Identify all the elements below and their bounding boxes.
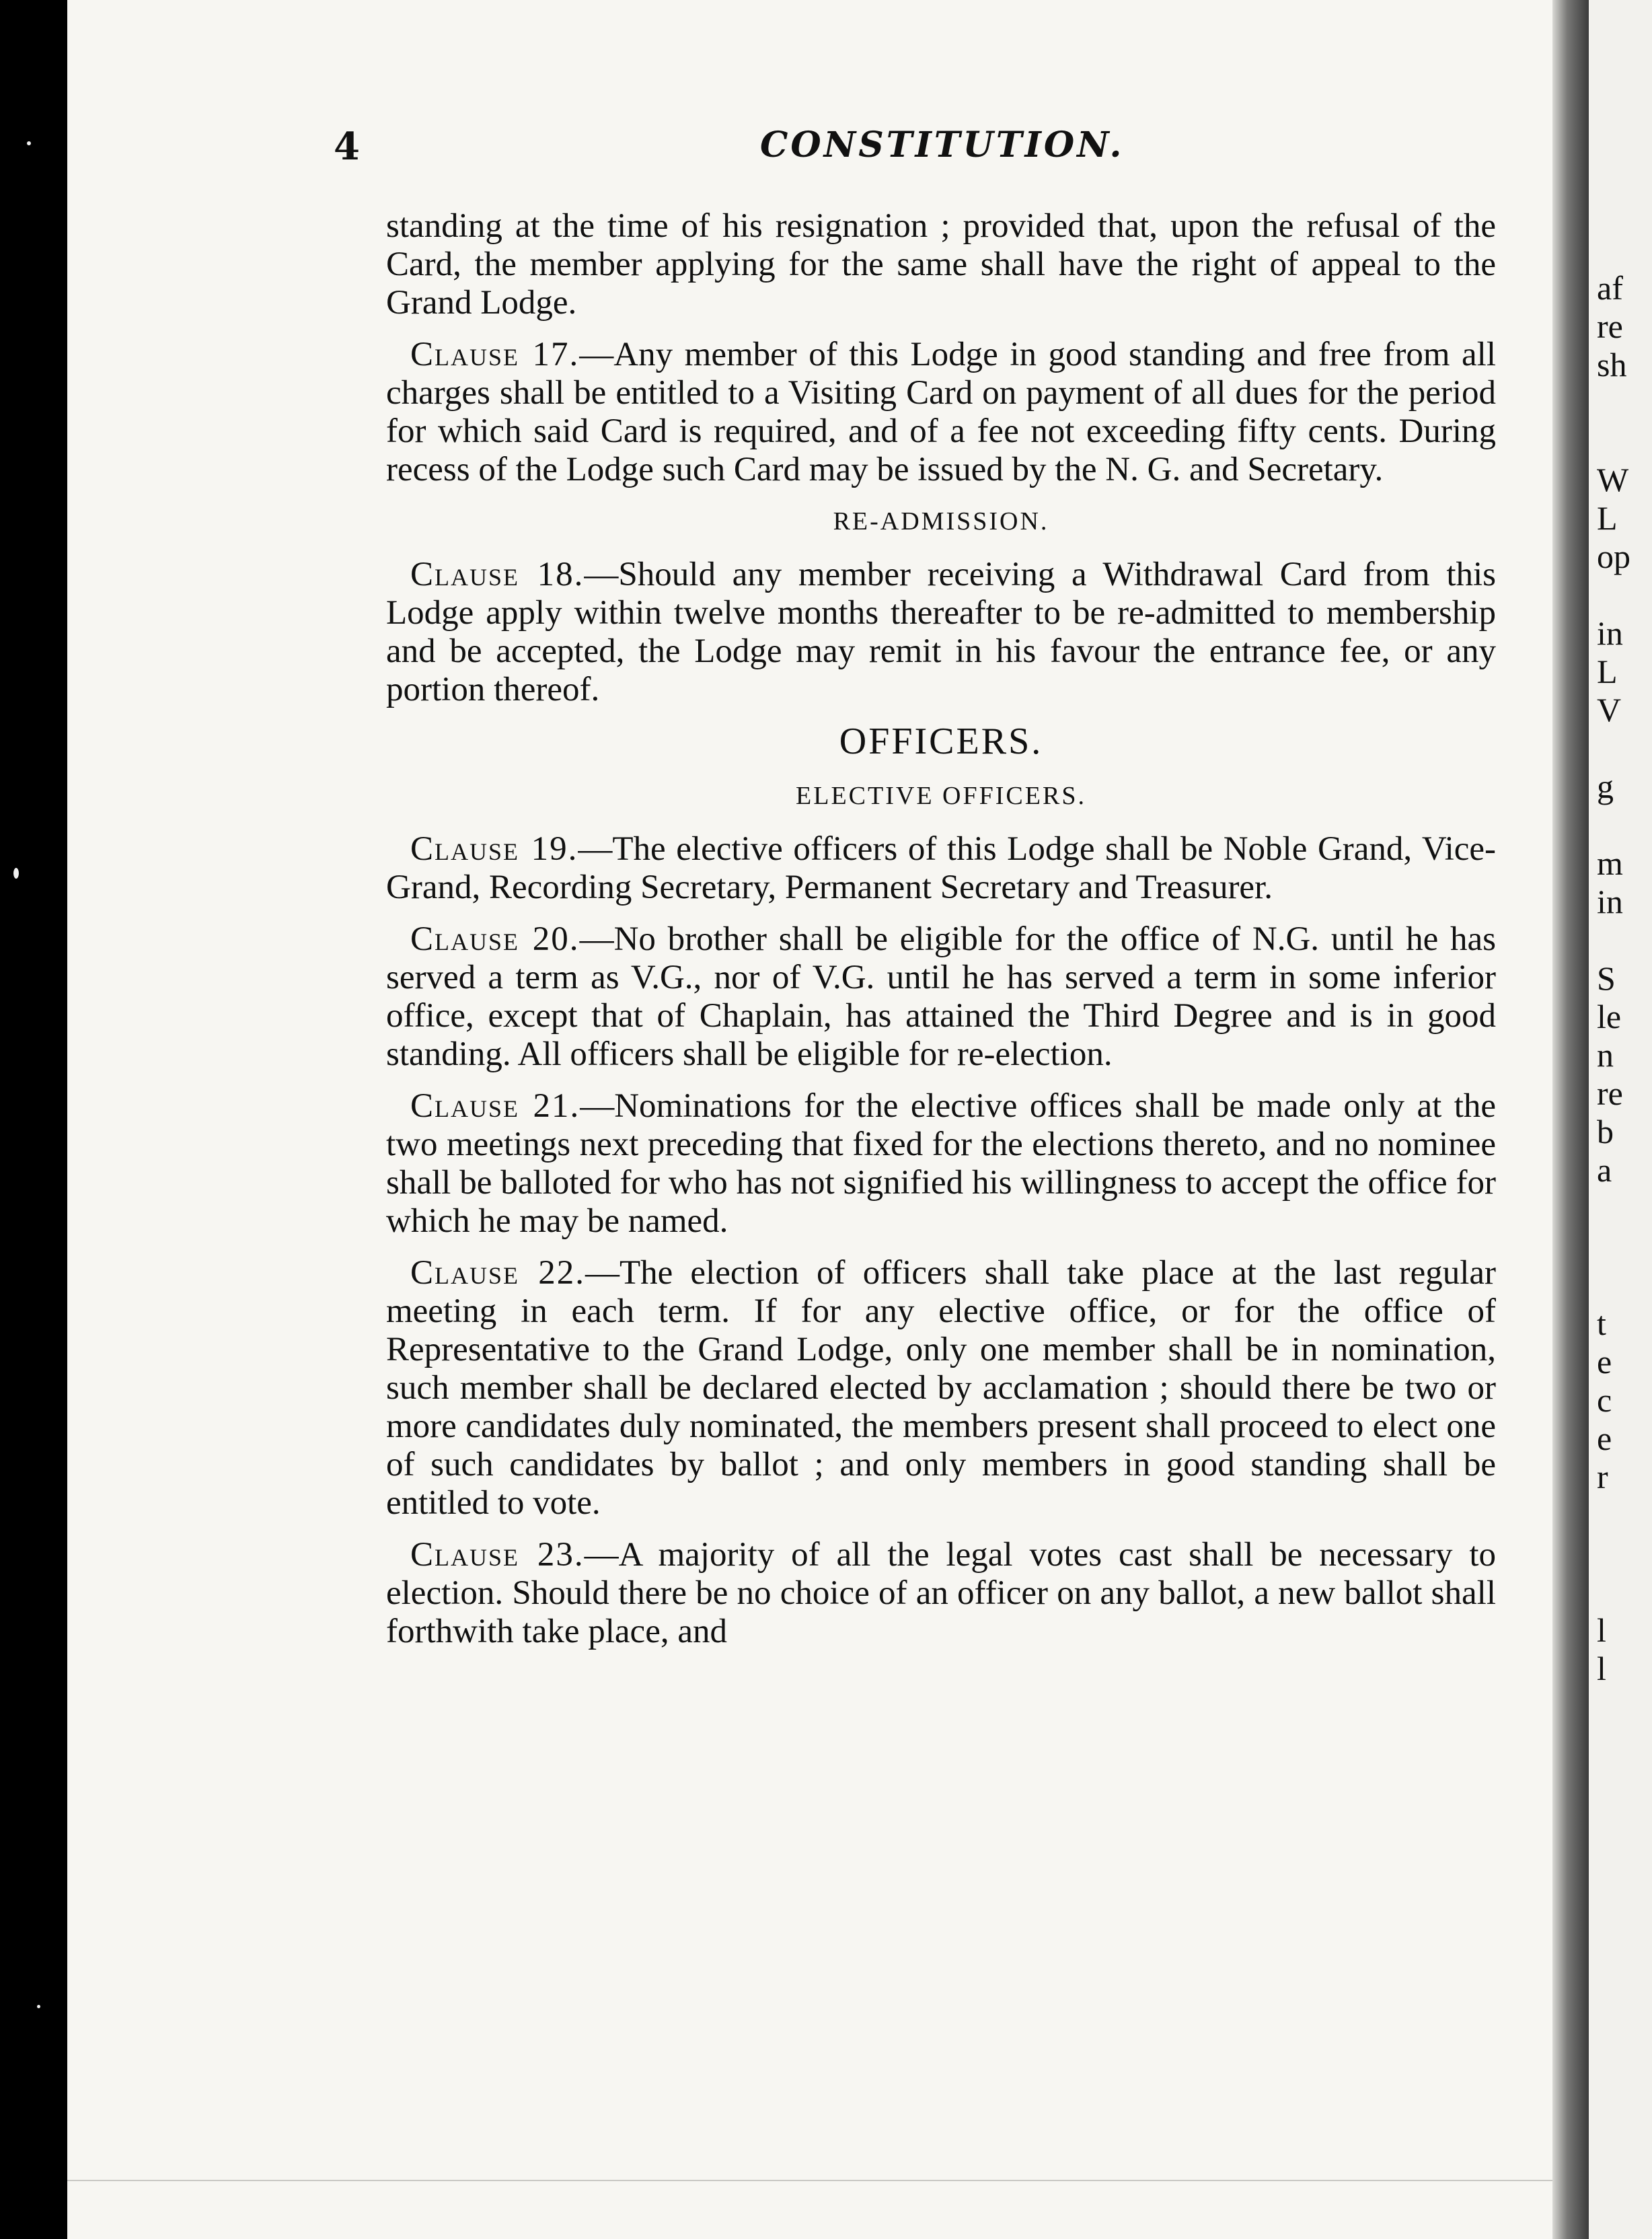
- facing-page-fragment: g: [1597, 768, 1614, 805]
- clause-label: Clause 22.: [410, 1254, 585, 1292]
- facing-page-text-fragments: [1597, 269, 1652, 1688]
- facing-page-fragment: l: [1597, 1650, 1606, 1687]
- clause-17: [386, 336, 1496, 489]
- page-bottom-edge: [67, 2180, 1552, 2181]
- facing-page-fragment: e: [1597, 1420, 1612, 1457]
- clause-21: [386, 1087, 1496, 1241]
- clause-22: [386, 1254, 1496, 1522]
- facing-page-fragment: a: [1597, 1151, 1612, 1189]
- facing-page-fragment: L: [1597, 653, 1618, 690]
- clause-text: —Nominations for the elective offices shall be made only at the two meetings next preceding that fixed for the elections thereto, and no nominee shall be balloted for who has not signified his willingness to accept the office for which he may be named.: [386, 1087, 1496, 1240]
- document-body: [386, 207, 1496, 1664]
- facing-page-fragment: [1597, 1573, 1652, 1611]
- facing-page-fragment: V: [1597, 691, 1622, 729]
- clause-18: [386, 556, 1496, 709]
- facing-page-fragment: [1597, 806, 1652, 844]
- facing-page-fragment: b: [1597, 1113, 1614, 1150]
- facing-page-fragment: r: [1597, 1458, 1608, 1496]
- facing-page-fragment: re: [1597, 307, 1623, 345]
- clause-label: Clause 18.: [410, 556, 585, 593]
- facing-page-fragment: W: [1597, 461, 1629, 499]
- facing-page-fragment: [1597, 423, 1652, 461]
- facing-page-fragment: [1597, 921, 1652, 959]
- facing-page-fragment: af: [1597, 269, 1623, 307]
- clause-text: —No brother shall be eligible for the office of N.G. until he has served a term as V.G., nor of V.G. until he has served a term in some inferior office, except that of Chaplain, has attained the Third Degree and is in good standing. All officers shall be eligible for re-election.: [386, 920, 1497, 1073]
- facing-page-fragment: e: [1597, 1343, 1612, 1381]
- facing-page-fragment: [1597, 576, 1652, 614]
- scan-speck: [37, 2005, 40, 2008]
- scan-speck: [13, 868, 19, 879]
- facing-page-fragment: in: [1597, 614, 1623, 652]
- clause-text: —Any member of this Lodge in good standing and free from all charges shall be entitled to a Visiting Card on payment of all dues for the period for which said Card is required, and of a fee not exceeding fifty cents. During recess of the Lodge such Card may be issued by the N. G. and Secretary.: [386, 336, 1496, 488]
- page-header: [0, 124, 1652, 185]
- facing-page-fragment: [1597, 1496, 1652, 1535]
- elective-officers-heading: ELECTIVE OFFICERS.: [796, 782, 1086, 810]
- facing-page-fragment: S: [1597, 959, 1616, 997]
- clause-label: Clause 23.: [410, 1536, 585, 1574]
- clause-20: [386, 920, 1496, 1074]
- facing-page-fragment: [1597, 1266, 1652, 1305]
- facing-page-fragment: [1597, 1228, 1652, 1266]
- facing-page-fragment: c: [1597, 1381, 1612, 1419]
- page-number: 4: [334, 124, 360, 169]
- facing-page-fragment: L: [1597, 499, 1618, 537]
- facing-page-fragment: in: [1597, 883, 1623, 920]
- clause-19: [386, 830, 1496, 907]
- facing-page-fragment: m: [1597, 844, 1623, 882]
- facing-page-fragment: l: [1597, 1611, 1606, 1649]
- readmission-heading: RE-ADMISSION.: [833, 507, 1049, 536]
- facing-page-fragment: op: [1597, 538, 1630, 575]
- clause-text: —The elective officers of this Lodge shall be Noble Grand, Vice-Grand, Recording Secretary, Permanent Secretary and Treasurer.: [386, 830, 1497, 906]
- clause-text: —The election of officers shall take place at the last regular meeting in each term. If for any elective office, or for the office of Representative to the Grand Lodge, only one member shall be in nomination, such member shall be declared elected by acclamation ; should there be two or more candidates duly nominated, the members present shall proceed to elect one of such candidates by ballot ; and only members in good standing shall be entitled to vote.: [386, 1254, 1496, 1522]
- facing-page-fragment: sh: [1597, 346, 1627, 383]
- clause-label: Clause 17.: [410, 336, 580, 373]
- facing-page-fragment: [1597, 384, 1652, 423]
- clause-label: Clause 20.: [410, 920, 580, 958]
- clause-text: —Should any member receiving a Withdrawal Card from this Lodge apply within twelve months thereafter to be re-admitted to membership and be accepted, the Lodge may remit in his favour the entrance fee, or any portion thereof.: [386, 556, 1497, 708]
- clause-label: Clause 21.: [410, 1087, 580, 1125]
- facing-page-fragment: le: [1597, 998, 1622, 1035]
- clause-text: —A majority of all the legal votes cast shall be necessary to election. Should there be no choice of an officer on any ballot, a new ballot shall forthwith take place, and: [386, 1536, 1497, 1650]
- clause-label: Clause 19.: [410, 830, 578, 868]
- clause-23: [386, 1536, 1496, 1651]
- paragraph-continued: standing at the time of his resignation ; provided that, upon the refusal of the Card, the member applying for the same shall have the right of appeal to the Grand Lodge.: [386, 207, 1496, 322]
- facing-page-fragment: t: [1597, 1305, 1606, 1342]
- running-title: CONSTITUTION.: [760, 124, 1125, 166]
- officers-heading: OFFICERS.: [839, 721, 1043, 762]
- facing-page-fragment: [1597, 1189, 1652, 1228]
- book-gutter: [1552, 0, 1589, 2239]
- facing-page-fragment: [1597, 1535, 1652, 1573]
- facing-page-fragment: n: [1597, 1036, 1614, 1074]
- facing-page-fragment: [1597, 729, 1652, 768]
- facing-page-fragment: re: [1597, 1074, 1623, 1112]
